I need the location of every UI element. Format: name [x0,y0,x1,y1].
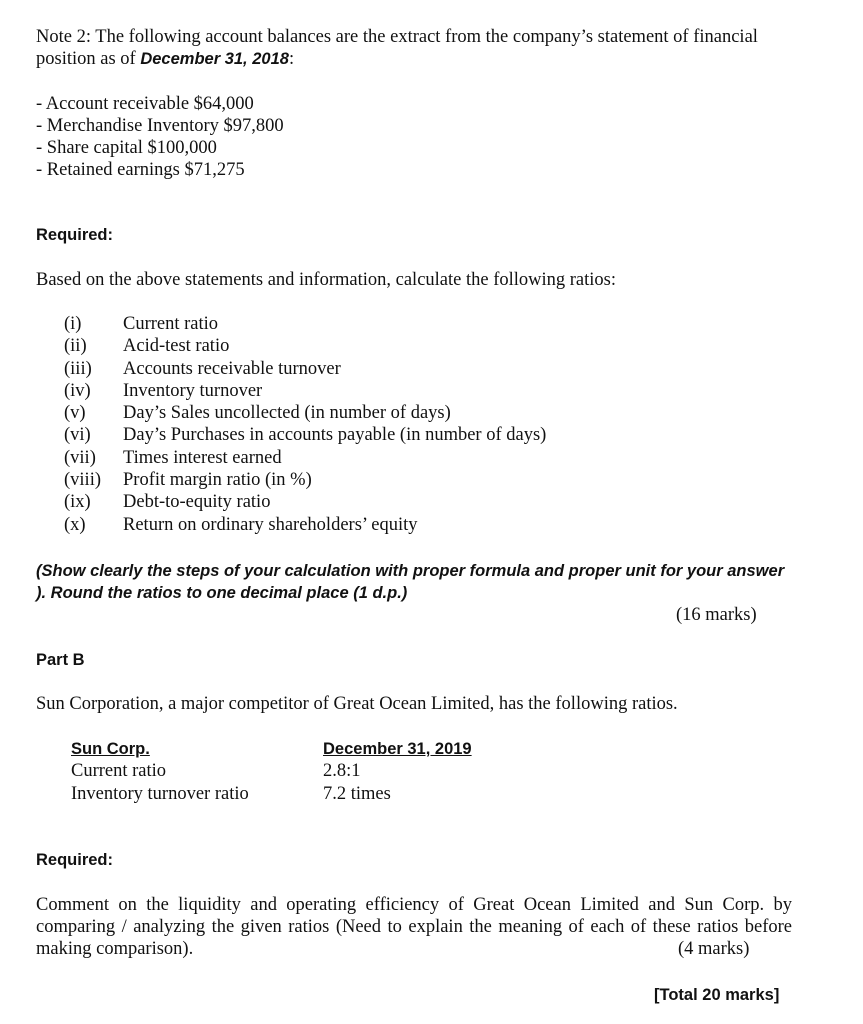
part-b-heading: Part B [36,651,85,669]
sun-table-row-label: Inventory turnover ratio [71,784,249,804]
ratio-label: Profit margin ratio (in %) [123,470,312,491]
ratio-num: (x) [64,514,86,535]
ratio-item [0,514,863,536]
ratio-item [0,447,863,469]
ratio-item [0,380,863,402]
ratio-num: (ix) [64,492,91,513]
ratio-num: (iv) [64,380,91,401]
required-heading-b: Required: [36,851,114,869]
ratio-num: (vi) [64,425,91,446]
ratio-num: (ii) [64,336,87,357]
ratio-label: Accounts receivable turnover [123,358,341,379]
sun-table-row-label: Current ratio [71,761,167,781]
required-heading-a: Required: [36,226,114,244]
ratio-item [0,335,863,357]
ratio-label: Debt-to-equity ratio [123,492,271,513]
ratio-label: Day’s Sales uncollected (in number of days) [123,403,451,424]
show-note-line1: (Show clearly the steps of your calculation with proper formula and proper unit for your answer [36,562,785,580]
marks-a: (16 marks) [676,605,757,625]
ratio-item [0,424,863,446]
marks-b: (4 marks) [678,939,750,959]
ratio-label: Acid-test ratio [123,336,230,357]
comment-line3: making comparison). [36,939,194,959]
sun-table-header-left: Sun Corp. [71,740,150,758]
note2-colon: : [288,49,295,69]
ratio-label: Current ratio [123,314,219,334]
show-note-line2: ). Round the ratios to one decimal place (1 d.p.) [36,584,408,602]
note2-line2 [36,48,294,70]
ratio-item [0,469,863,491]
balance-item: - Share capital $100,000 [36,138,217,158]
total-marks: [Total 20 marks] [654,986,780,1004]
ratio-item [0,358,863,380]
ratio-item [0,491,863,513]
ratio-num: (vii) [64,447,96,468]
note2-date: December 31, 2018 [140,50,289,68]
ratio-label: Times interest earned [123,447,282,468]
note2-line2-prefix: position as of [36,49,141,69]
instruction-text: Based on the above statements and information, calculate the following ratios: [36,270,617,290]
ratio-label: Inventory turnover [123,380,263,401]
sun-intro: Sun Corporation, a major competitor of Great Ocean Limited, has the following ratios. [36,694,678,714]
ratio-num: (viii) [64,470,101,491]
ratio-label: Return on ordinary shareholders’ equity [123,514,418,535]
ratio-num: (v) [64,403,86,424]
sun-table-row-value: 7.2 times [323,784,391,804]
ratio-label: Day’s Purchases in accounts payable (in number of days) [123,425,547,446]
ratio-item [0,313,863,335]
ratio-num: (i) [64,314,82,334]
comment-line1: Comment on the liquidity and operating efficiency of Great Ocean Limited and Sun Corp. by [36,895,792,915]
balance-item: - Retained earnings $71,275 [36,160,245,180]
sun-table-header-right: December 31, 2019 [323,740,472,758]
ratio-item [0,402,863,424]
ratio-list [0,313,863,536]
balance-item: - Account receivable $64,000 [36,94,254,114]
balance-item: - Merchandise Inventory $97,800 [36,116,284,136]
ratio-num: (iii) [64,358,92,379]
sun-table-row-value: 2.8:1 [323,761,361,781]
comment-line2: comparing / analyzing the given ratios (Need to explain the meaning of each of these ratios before [36,917,792,937]
note2-line1: Note 2: The following account balances are the extract from the company’s statement of financial [36,27,758,47]
